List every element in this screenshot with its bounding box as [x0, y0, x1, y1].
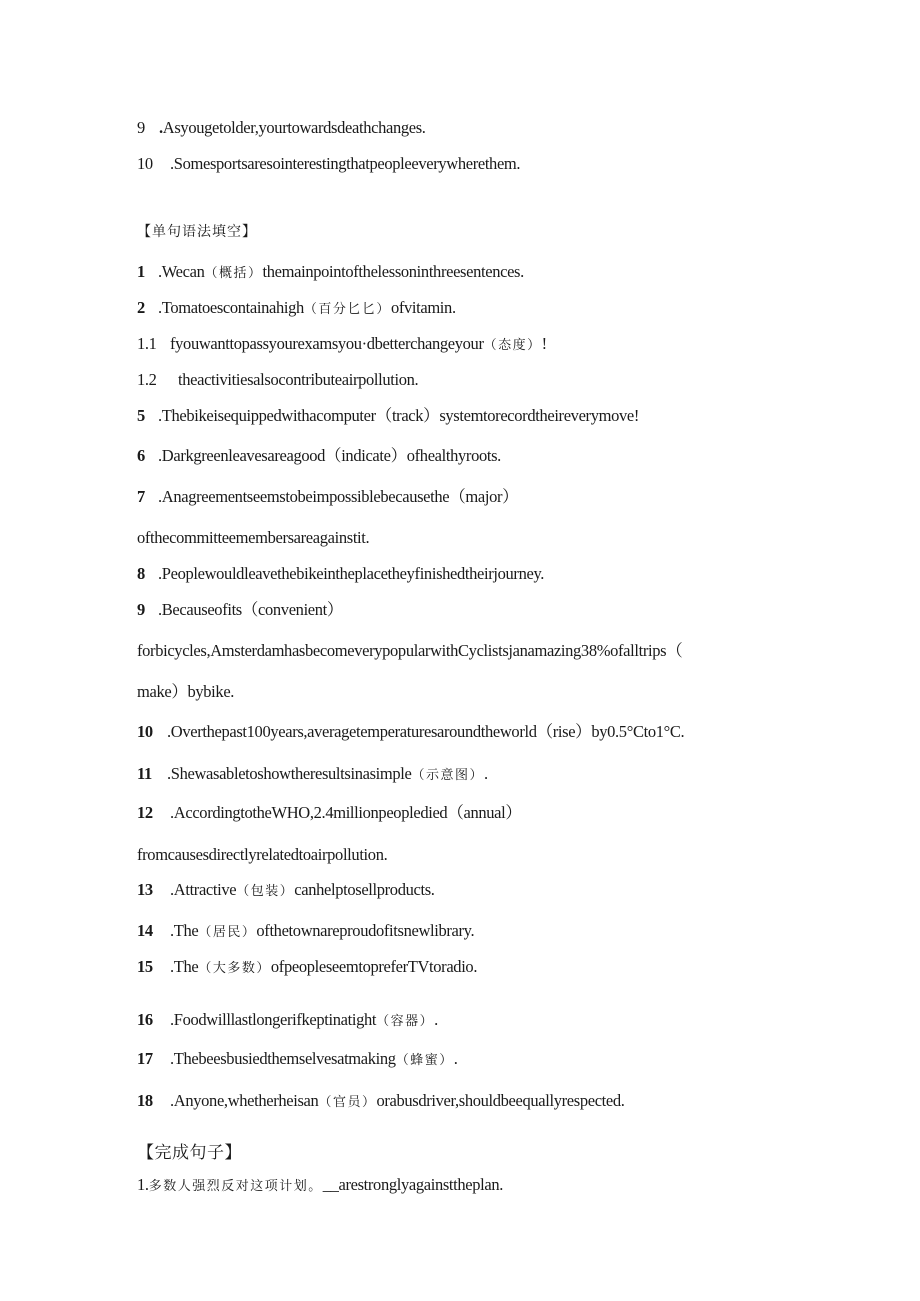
exercise-item: 10 .Overthepast100years,averagetemperaturesaroundtheworld（rise）by0.5°Cto1°C.: [137, 722, 685, 741]
exercise-item: 14 .The（居民）ofthetownareproudofitsnewlibrary.: [137, 921, 475, 940]
exercise-item: 15 .The（大多数）ofpeopleseemtopreferTVtoradio.: [137, 957, 478, 976]
exercise-item-continuation: ofthecommitteemembersareagainstit.: [137, 528, 370, 547]
item-text: Asyougetolder,yourtowardsdeathchanges.: [162, 118, 426, 137]
exercise-item: 8 .Peoplewouldleavethebikeintheplacetheyfinishedtheirjourney.: [137, 564, 545, 583]
item-number: 10: [137, 154, 153, 173]
exercise-item: 1 .Wecan（概括）themainpointofthelessoninthreesentences.: [137, 262, 524, 281]
exercise-item: 13 .Attractive（包装）canhelptosellproducts.: [137, 880, 435, 899]
exercise-item: 1.2 theactivitiesalsocontributeairpollution.: [137, 370, 419, 389]
exercise-item-continuation: forbicycles,AmsterdamhasbecomeverypopularwithCyclistsjanamazing38%ofalltrips（: [137, 641, 683, 660]
exercise-item: 6 .Darkgreenleavesareagood（indicate）ofhealthyroots.: [137, 446, 501, 465]
exercise-item: 18 .Anyone,whetherheisan（官员）orabusdriver,shouldbeequallyrespected.: [137, 1091, 625, 1110]
exercise-item-continuation: fromcausesdirectlyrelatedtoairpollution.: [137, 845, 388, 864]
exercise-item: 9 .Becauseofits（convenient）: [137, 600, 344, 619]
item-text: Somesportsaresointerestingthatpeopleeverywherethem.: [173, 154, 521, 173]
section-heading-complete-sentences: 【完成句子】: [137, 1143, 242, 1163]
exercise-item-continuation: make）bybike.: [137, 682, 235, 701]
exercise-item: 1.1 fyouwanttopassyourexamsyou·dbetterchangeyour（态度）!: [137, 334, 547, 353]
exercise-item: 7 .Anagreementseemstobeimpossiblebecausethe（major）: [137, 487, 519, 506]
exercise-item: 16 .Foodwilllastlongerifkeptinatight（容器）.: [137, 1010, 438, 1029]
exercise-item: 1.多数人强烈反对这项计划。__arestronglyagainsttheplan.: [137, 1175, 504, 1194]
item-number: 9: [137, 118, 145, 137]
exercise-item: 12 .AccordingtotheWHO,2.4millionpeopledied（annual）: [137, 803, 522, 822]
section-heading-grammar-fill: 【单句语法填空】: [137, 224, 257, 240]
exercise-item: 5 .Thebikeisequippedwithacomputer（track）systemtorecordtheireverymove!: [137, 406, 640, 425]
exercise-item: 9 .Asyougetolder,yourtowardsdeathchanges.: [137, 118, 426, 137]
exercise-item: 11 .Shewasabletoshowtheresultsinasimple（示意图）.: [137, 764, 488, 783]
exercise-item: 2 .Tomatoescontainahigh（百分匕匕）ofvitamin.: [137, 298, 456, 317]
exercise-item: 17 .Thebeesbusiedthemselvesatmaking（蜂蜜）.: [137, 1049, 458, 1068]
exercise-item: 10 .Somesportsaresointerestingthatpeopleeverywherethem.: [137, 154, 521, 173]
